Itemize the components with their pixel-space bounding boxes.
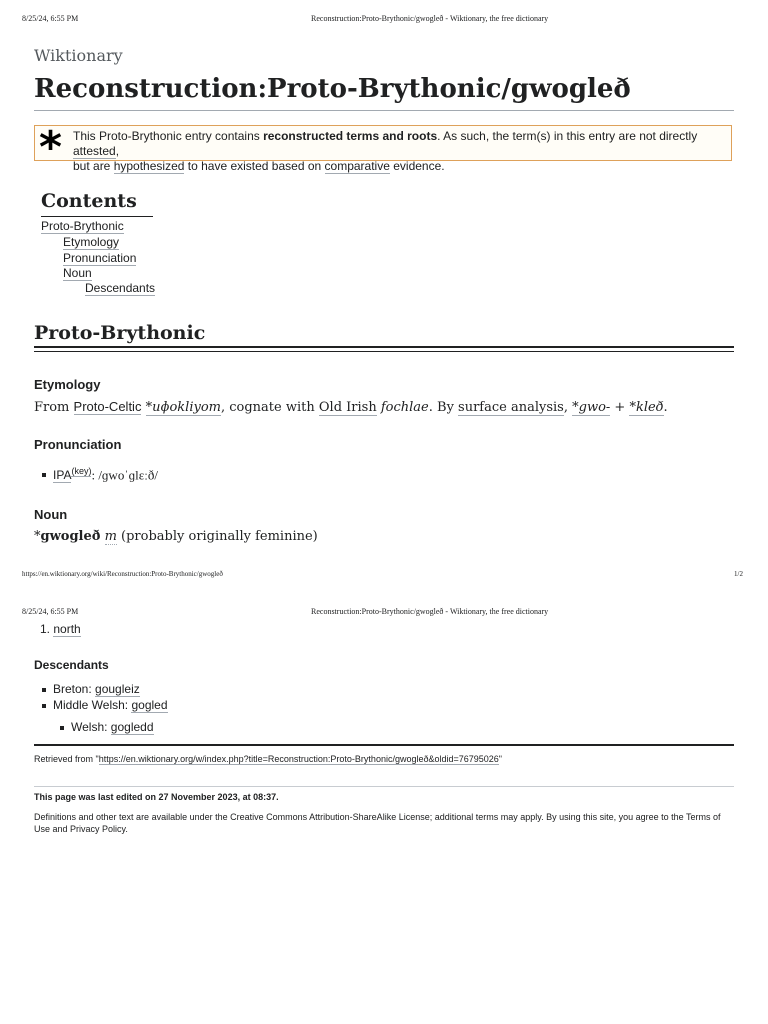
attested-link[interactable]: attested xyxy=(73,144,116,158)
descendant-item xyxy=(53,698,168,712)
prefix-form-link[interactable]: *gwo- xyxy=(572,400,611,415)
reconstruction-star: * xyxy=(34,529,41,544)
bullet-icon xyxy=(60,726,64,730)
old-irish-link[interactable]: Old Irish xyxy=(318,400,377,415)
descendant-language: Welsh: xyxy=(71,720,111,734)
retrieved-prefix: Retrieved from " xyxy=(34,754,99,764)
notice-text xyxy=(73,129,728,174)
definition-link[interactable]: north xyxy=(53,622,81,636)
headword-note: (probably originally feminine) xyxy=(116,529,318,544)
etymology-part: . By xyxy=(428,400,459,415)
heading-divider-thin xyxy=(34,351,734,352)
bullet-icon xyxy=(42,473,46,477)
bullet-icon xyxy=(42,704,46,708)
retrieved-url-link[interactable]: https://en.wiktionary.org/w/index.php?title=Reconstruction:Proto-Brythonic/gwogleð&oldid=76795026 xyxy=(98,754,499,764)
toc-item-etymology[interactable]: Etymology xyxy=(63,235,120,249)
etymology-heading: Etymology xyxy=(34,377,101,392)
notice-text-1: This Proto-Brythonic entry contains xyxy=(73,129,264,143)
descendant-link[interactable]: gogled xyxy=(131,698,168,712)
notice-text-4: but are xyxy=(73,159,114,173)
print-document-title: Reconstruction:Proto-Brythonic/gwogleð - Wiktionary, the free dictionary xyxy=(311,14,549,23)
etymology-part: + xyxy=(610,400,630,415)
comparative-link[interactable]: comparative xyxy=(324,159,390,173)
last-edited: This page was last edited on 27 November 2023, at 08:37. xyxy=(34,792,279,802)
language-heading: Proto-Brythonic xyxy=(34,322,206,344)
notice-text-5: to have existed based on xyxy=(184,159,325,173)
ipa-key-link[interactable]: (key) xyxy=(71,466,92,476)
descendant-language: Breton: xyxy=(53,682,96,696)
content-end-divider xyxy=(34,744,734,746)
etymology-part: . xyxy=(663,400,668,415)
etymology-part: , xyxy=(563,400,573,415)
definition-number: 1. xyxy=(40,622,51,636)
print-document-title-page-2: Reconstruction:Proto-Brythonic/gwogleð - Wiktionary, the free dictionary xyxy=(311,607,549,616)
reconstruction-notice xyxy=(34,122,732,173)
definition-item xyxy=(40,622,81,636)
toc-item-descendants[interactable]: Descendants xyxy=(85,281,156,295)
ipa-link[interactable]: IPA xyxy=(53,468,72,483)
license-text: Definitions and other text are available under the Creative Commons Attribution-ShareAlike License; additional terms may apply. By using this site, you agree to the Terms of Use and Privacy Policy. xyxy=(34,812,721,834)
ipa-value: : /ɡwoˈɡlɛːð/ xyxy=(91,467,158,483)
gender-abbr: m xyxy=(104,529,117,544)
descendant-language: Middle Welsh: xyxy=(53,698,132,712)
toc-item-pronunciation[interactable]: Pronunciation xyxy=(63,251,137,265)
notice-text-3: , xyxy=(115,144,120,158)
etymology-text xyxy=(34,399,668,415)
descendant-item xyxy=(53,682,140,696)
root-form-link[interactable]: *kleð xyxy=(629,400,664,415)
notice-bold-link[interactable]: reconstructed terms and roots xyxy=(263,129,438,143)
site-name[interactable]: Wiktionary xyxy=(34,46,123,65)
notice-text-6: evidence. xyxy=(389,159,445,173)
toc-item-noun[interactable]: Noun xyxy=(63,266,92,280)
print-timestamp-page-2: 8/25/24, 6:55 PM xyxy=(22,607,79,616)
cognate-form: fochlae xyxy=(380,400,429,415)
notice-text-2: . As such, the term(s) in this entry are not directly xyxy=(437,129,698,143)
table-of-contents xyxy=(41,190,153,217)
footer-divider xyxy=(34,786,734,787)
surface-analysis-link[interactable]: surface analysis xyxy=(458,400,564,415)
etymology-part xyxy=(141,400,145,415)
retrieved-from xyxy=(34,754,502,764)
ipa-line xyxy=(53,466,158,483)
descendants-heading: Descendants xyxy=(34,658,109,672)
headword: gwogleð xyxy=(40,529,101,544)
print-footer-page: 1/2 xyxy=(734,570,743,578)
bullet-icon xyxy=(42,688,46,692)
heading-divider xyxy=(34,346,734,348)
noun-heading: Noun xyxy=(34,507,68,522)
etymon-form-link[interactable]: *uɸokliyom xyxy=(145,400,221,415)
asterisk-icon: * xyxy=(39,122,63,173)
etymology-part: From xyxy=(34,400,74,415)
descendant-item xyxy=(71,720,154,734)
headword-line xyxy=(34,529,318,544)
toc-item-proto-brythonic[interactable]: Proto-Brythonic xyxy=(41,219,124,233)
etymology-part: , cognate with xyxy=(220,400,319,415)
title-divider xyxy=(34,110,734,111)
print-timestamp: 8/25/24, 6:55 PM xyxy=(22,14,79,23)
proto-celtic-link[interactable]: Proto-Celtic xyxy=(73,399,142,414)
descendant-link[interactable]: gougleiz xyxy=(95,682,140,696)
page-title: Reconstruction:Proto-Brythonic/gwogleð xyxy=(34,74,631,104)
retrieved-suffix: " xyxy=(498,754,502,764)
descendant-link[interactable]: gogledd xyxy=(110,720,154,734)
toc-title: Contents xyxy=(41,190,153,217)
pronunciation-heading: Pronunciation xyxy=(34,437,122,452)
print-footer-url: https://en.wiktionary.org/wiki/Reconstruction:Proto-Brythonic/gwogleð xyxy=(22,570,223,578)
hypothesized-link[interactable]: hypothesized xyxy=(113,159,185,173)
